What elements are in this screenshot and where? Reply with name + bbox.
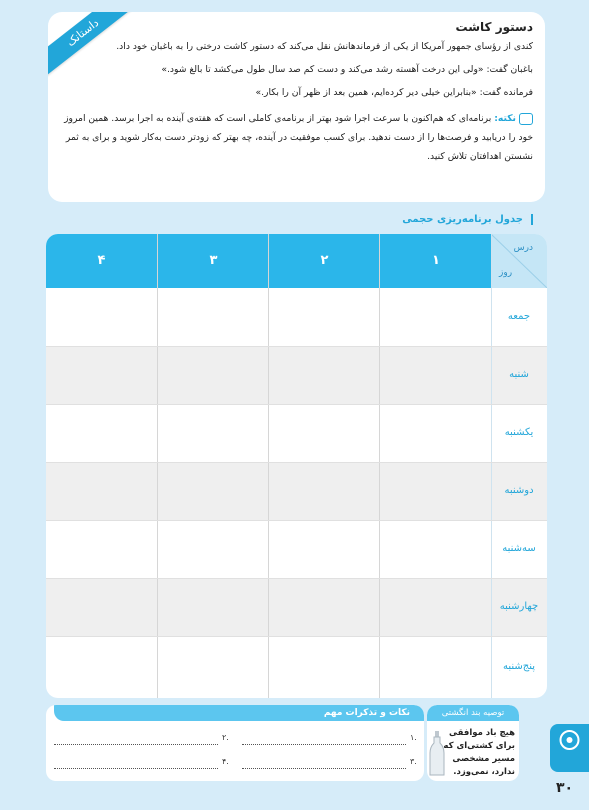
grid-line [379,234,380,698]
tip-text: برنامه‌ای که هم‌اکنون با سرعت اجرا شود بهتر از برنامه‌ی کاملی است که هفته‌ی آینده به اجرا برسد. همین امروز خود را دریابید و فرصت‌ها را از دست ندهید. برای کسب موفقیت در آینده، چه بهتر که زودتر دست به‌کار شوید و برای به ثمر نشستن اهدافتان تلاش کنید. [64,113,533,162]
tip-block [60,109,533,166]
table-row [46,636,547,698]
day-label: یکشنبه [504,427,534,438]
grid-line [46,636,547,637]
publisher-logo [550,724,589,772]
day-label: سه‌شنبه [502,543,536,554]
column-header-1: ۱ [379,234,492,288]
note-number-4: ۴. [222,757,229,766]
story-paragraph-1: کندی از رؤسای جمهور آمریکا از یکی از فرماندهانش نقل می‌کند که دستور کاشت درختی را به باغبان خود داد. [116,41,533,52]
day-label: پنج‌شنبه [502,661,536,672]
story-title: دستور کاشت [455,20,533,34]
advice-box [427,705,519,781]
column-header-2: ۲ [268,234,380,288]
note-number-2: ۲. [222,733,229,742]
note-number-3: ۳. [410,757,417,766]
grid-line [46,578,547,579]
column-header-4: ۴ [46,234,157,288]
logo-icon [550,724,589,760]
page-number: ۳۰ [556,780,574,796]
table-row [46,404,547,462]
grid-line [46,404,547,405]
advice-text: هیچ باد موافقی برای کشتی‌ای که مسیر مشخصی ندارد، نمی‌وزد. [443,728,515,777]
advice-title: توصیه بند انگشتی [427,705,519,721]
column-header-3: ۳ [157,234,269,288]
day-label: شنبه [509,369,529,380]
table-row [46,462,547,520]
note-line-3[interactable] [242,767,406,769]
note-line-4[interactable] [54,767,218,769]
grid-line [268,234,269,698]
note-line-2[interactable] [54,743,218,745]
story-ribbon: داستانک [48,12,141,82]
grid-line [46,346,547,347]
day-label: چهارشنبه [499,601,539,612]
note-line-1[interactable] [242,743,406,745]
story-paragraph-2: باغبان گفت: «ولی این درخت آهسته رشد می‌کند و دست کم صد سال طول می‌کشد تا بالغ شود.» [161,64,533,75]
comment-icon [519,113,533,125]
table-row [46,520,547,578]
tip-label: نکته: [494,113,516,124]
story-card [48,12,545,202]
grid-line [491,234,492,698]
grid-line [46,520,547,521]
story-paragraph-3: فرمانده گفت: «بنابراین خیلی دیر کرده‌ایم، همین بعد از ظهر آن را بکار.» [255,87,533,98]
day-label: جمعه [507,311,531,322]
table-corner [491,234,547,288]
table-heading: جدول برنامه‌ریزی حجمی [402,214,533,225]
grid-line [46,462,547,463]
day-label: دوشنبه [504,485,534,496]
planning-table [46,234,547,698]
table-row [46,578,547,636]
table-row [46,288,547,346]
table-row [46,346,547,404]
notes-box [46,705,424,781]
corner-day-label: روز [499,268,513,278]
corner-subject-label: درس [513,243,533,253]
note-number-1: ۱. [410,733,417,742]
grid-line [157,234,158,698]
notes-title: نکات و تذکرات مهم [54,705,424,721]
